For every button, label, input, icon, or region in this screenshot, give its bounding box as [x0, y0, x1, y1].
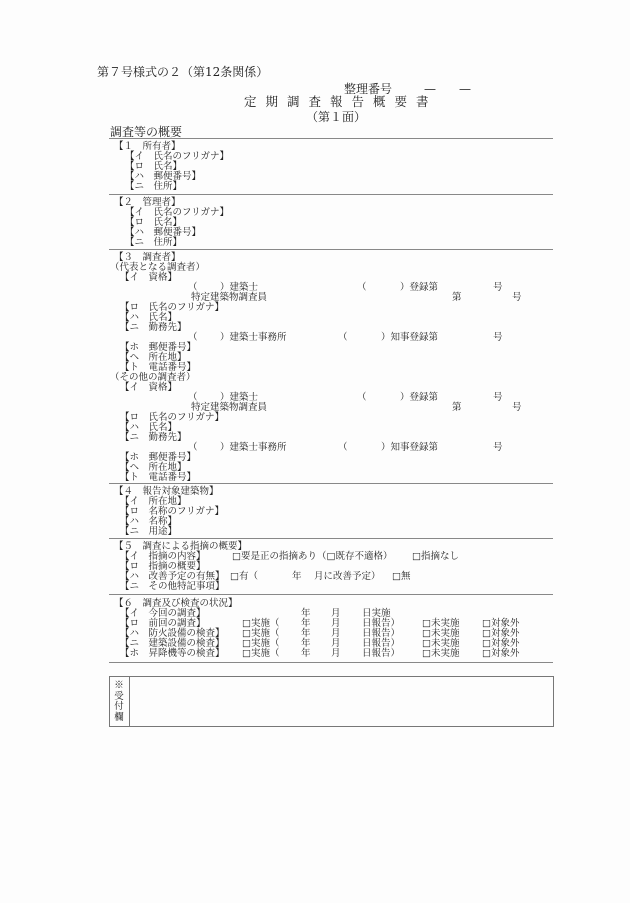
month-label: 月	[331, 648, 341, 659]
building-heading: 【４ 報告対象建築物】	[114, 486, 219, 497]
qualification-label: 【イ 資格】	[120, 272, 178, 283]
office-label: ）建築士事務所	[220, 332, 287, 343]
month-label: 月	[331, 608, 341, 619]
page-title: 定期調査報告概要書	[244, 94, 438, 109]
office-label: ）建築士事務所	[220, 442, 287, 453]
day-label: 日報告）	[362, 618, 401, 629]
reception-box	[109, 676, 554, 727]
representative-label: （代表となる調査者）	[110, 262, 206, 273]
other-inspector-label: （その他の調査者）	[110, 372, 196, 383]
not-applicable-checkbox[interactable]: □対象外	[482, 648, 520, 659]
architect-label: ）建築士	[220, 282, 259, 293]
go-label: 号	[512, 402, 522, 413]
inspection-status-heading: 【６ 調査及び検査の状況】	[114, 598, 238, 609]
year-label: 年	[292, 571, 302, 582]
reference-label: 整理番号	[344, 82, 393, 96]
go-label: 号	[512, 292, 522, 303]
year-label: 年	[301, 648, 311, 659]
improvement-no-checkbox[interactable]: □無	[392, 571, 411, 582]
divider	[109, 483, 553, 484]
day-label: 日報告）	[362, 648, 401, 659]
gov-registration-label: ）知事登録第	[381, 442, 439, 453]
owner-heading: 【１ 所有者】	[114, 141, 181, 152]
go-label: 号	[493, 392, 503, 403]
year-label: 年	[301, 638, 311, 649]
divider	[109, 662, 553, 663]
divider	[109, 538, 553, 539]
divider	[109, 194, 553, 195]
row-label: 【ホ 昇降機等の検査】	[120, 648, 225, 659]
month-label: 月	[331, 618, 341, 629]
day-label: 日報告）	[362, 638, 401, 649]
building-kana-label: 【ロ 名称のフリガナ】	[120, 506, 225, 517]
year-label: 年	[301, 628, 311, 639]
go-label: 号	[493, 282, 503, 293]
improvement-yes-checkbox[interactable]: □有（	[230, 571, 258, 582]
paren: （	[188, 392, 198, 403]
manager-zip-label: 【ハ 郵便番号】	[125, 227, 202, 238]
other-notes-label: 【ニ その他特記事項】	[120, 581, 225, 592]
paren: （	[357, 392, 367, 403]
done-checkbox[interactable]: □実施（	[242, 628, 280, 639]
improvement-month-label: 月に改善予定）	[314, 571, 381, 582]
paren: （	[338, 332, 348, 343]
no-findings-checkbox[interactable]: □指摘なし	[412, 551, 459, 562]
reference-dash: —	[459, 82, 471, 96]
year-label: 年	[301, 608, 311, 619]
workplace-label: 【ニ 勤務先】	[120, 322, 187, 333]
row-label: 【ロ 前回の調査】	[120, 618, 206, 629]
row-label: 【ニ 建築設備の検査】	[120, 638, 225, 649]
dai-label: 第	[452, 292, 462, 303]
month-label: 月	[331, 628, 341, 639]
paren: （	[338, 442, 348, 453]
divider	[109, 594, 553, 595]
building-use-label: 【ニ 用途】	[120, 526, 178, 537]
inspector-kana-label: 【ロ 氏名のフリガナ】	[120, 412, 225, 423]
inspector-address-label: 【ヘ 所在地】	[120, 352, 187, 363]
reception-label: ※受付欄	[114, 680, 124, 723]
page-number: （第１面）	[306, 110, 367, 124]
owner-kana-label: 【イ 氏名のフリガナ】	[125, 151, 230, 162]
not-done-checkbox[interactable]: □未実施	[422, 638, 460, 649]
manager-kana-label: 【イ 氏名のフリガナ】	[125, 207, 230, 218]
month-label: 月	[331, 638, 341, 649]
findings-heading: 【５ 調査による指摘の概要】	[114, 541, 248, 552]
year-label: 年	[301, 618, 311, 629]
divider	[109, 249, 553, 250]
building-name-label: 【ハ 名称】	[120, 516, 178, 527]
inspector-name-label: 【ハ 氏名】	[120, 312, 178, 323]
inspector-kana-label: 【ロ 氏名のフリガナ】	[120, 302, 225, 313]
not-done-checkbox[interactable]: □未実施	[422, 628, 460, 639]
special-inspector-label: 特定建築物調査員	[191, 402, 268, 413]
registration-label: ）登録第	[400, 282, 439, 293]
done-checkbox[interactable]: □実施（	[242, 618, 280, 629]
paren: （	[188, 442, 198, 453]
not-applicable-checkbox[interactable]: □対象外	[482, 638, 520, 649]
inspector-name-label: 【ハ 氏名】	[120, 422, 178, 433]
reception-divider	[129, 677, 130, 726]
improvement-plan-label: 【ハ 改善予定の有無】	[120, 571, 225, 582]
owner-name-label: 【ロ 氏名】	[125, 161, 183, 172]
done-checkbox[interactable]: □実施（	[242, 648, 280, 659]
findings-summary-label: 【ロ 指摘の概要】	[120, 561, 206, 572]
special-inspector-label: 特定建築物調査員	[191, 292, 268, 303]
findings-content-label: 【イ 指摘の内容】	[120, 551, 206, 562]
paren: （	[188, 332, 198, 343]
reference-dash: —	[424, 82, 436, 96]
inspector-heading: 【３ 調査者】	[114, 252, 181, 263]
row-label: 【ハ 防火設備の検査】	[120, 628, 225, 639]
inspector-zip-label: 【ホ 郵便番号】	[120, 452, 197, 463]
manager-name-label: 【ロ 氏名】	[125, 217, 183, 228]
current-inspection-label: 【イ 今回の調査】	[120, 608, 206, 619]
owner-zip-label: 【ハ 郵便番号】	[125, 171, 202, 182]
paren: （	[188, 282, 198, 293]
inspector-phone-label: 【ト 電話番号】	[120, 362, 197, 373]
day-label: 日実施	[362, 608, 391, 619]
correction-required-checkbox[interactable]: □要是正の指摘あり（□既存不適格）	[232, 551, 393, 562]
qualification-label: 【イ 資格】	[120, 382, 178, 393]
gov-registration-label: ）知事登録第	[381, 332, 439, 343]
architect-label: ）建築士	[220, 392, 259, 403]
paren: （	[357, 282, 367, 293]
not-applicable-checkbox[interactable]: □対象外	[482, 628, 520, 639]
not-done-checkbox[interactable]: □未実施	[422, 618, 460, 629]
go-label: 号	[493, 442, 503, 453]
manager-address-label: 【ニ 住所】	[125, 237, 183, 248]
not-done-checkbox[interactable]: □未実施	[422, 648, 460, 659]
divider	[109, 138, 553, 139]
section-heading: 調査等の概要	[110, 125, 183, 139]
building-location-label: 【イ 所在地】	[120, 496, 187, 507]
day-label: 日報告）	[362, 628, 401, 639]
dai-label: 第	[452, 402, 462, 413]
inspector-phone-label: 【ト 電話番号】	[120, 472, 197, 483]
workplace-label: 【ニ 勤務先】	[120, 432, 187, 443]
done-checkbox[interactable]: □実施（	[242, 638, 280, 649]
go-label: 号	[493, 332, 503, 343]
inspector-zip-label: 【ホ 郵便番号】	[120, 342, 197, 353]
owner-address-label: 【ニ 住所】	[125, 181, 183, 192]
registration-label: ）登録第	[400, 392, 439, 403]
form-number: 第７号様式の２（第12条関係）	[97, 65, 269, 79]
inspector-address-label: 【ヘ 所在地】	[120, 462, 187, 473]
manager-heading: 【２ 管理者】	[114, 197, 181, 208]
not-applicable-checkbox[interactable]: □対象外	[482, 618, 520, 629]
